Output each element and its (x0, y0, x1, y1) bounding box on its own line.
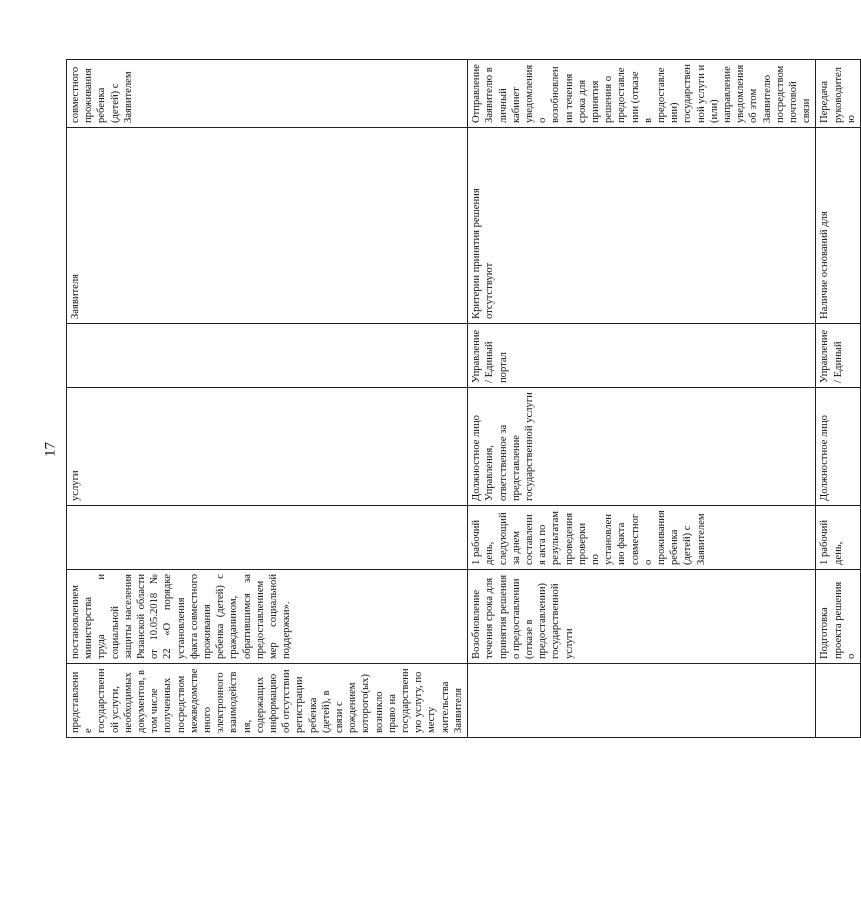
table-cell: представление государственной услуги, необходимых документов, в том числе полученных посредством межведомственного электронного взаимодействия, содержащих информацию об отсутствии регистрации ребенка (детей), в связи с рождением которого(ых) возникло право на государственную услугу, по месту жительства Заявителя (67, 664, 468, 738)
table-cell: Должностное лицо (816, 388, 861, 506)
table-cell: Управление/ Единый (816, 324, 861, 388)
table-cell: 1 рабочий день, следующий за днем составления акта по результатам проведения проверки по установлению факта совместного проживания ребенка (детей) с Заявителем (468, 506, 816, 570)
table-cell: Должностное лицо Управления, ответственное за представление государственной услуги (468, 388, 816, 506)
table-cell (816, 664, 861, 738)
table-cell: постановлением министерства труда и социальной защиты населения Рязанской области от 10.05.2018 № 22 «О порядке установления факта совместного проживания ребенка (детей) с гражданином, обратившимся за предоставлением мер социальной поддержки». (67, 570, 468, 664)
table-cell: Возобновление течения срока для принятия решения о предоставлении (отказе в предоставлении) государственной услуги (468, 570, 816, 664)
table-cell: Наличие оснований для (816, 128, 861, 324)
table-cell: Заявителя (67, 128, 468, 324)
table-cell: Подготовка проекта решения о (816, 570, 861, 664)
table-cell: совместного проживания ребенка (детей) с Заявителем (67, 60, 468, 128)
page-number: 17 (42, 442, 59, 457)
table-cell: 1 рабочий день, (816, 506, 861, 570)
table-row (67, 60, 468, 738)
table-cell: Критерии принятия решения отсутствуют (468, 128, 816, 324)
table-cell: Передача руководителю (816, 60, 861, 128)
table-cell: Управление/ Единый портал (468, 324, 816, 388)
table-row (468, 60, 816, 738)
table-cell: Отправление Заявителю в личный кабинет уведомления о возобновлении течения срока для принятия решения о предоставлении (отказе в предоставлении) государственной услуги и (или) направление уведомления об этом Заявителю посредством почтовой связи (468, 60, 816, 128)
table-cell (67, 324, 468, 388)
rotated-table-frame (66, 60, 857, 738)
table-cell (468, 664, 816, 738)
procedure-table (66, 59, 861, 738)
table-row (816, 60, 861, 738)
table-cell (67, 506, 468, 570)
table-cell: услуги (67, 388, 468, 506)
